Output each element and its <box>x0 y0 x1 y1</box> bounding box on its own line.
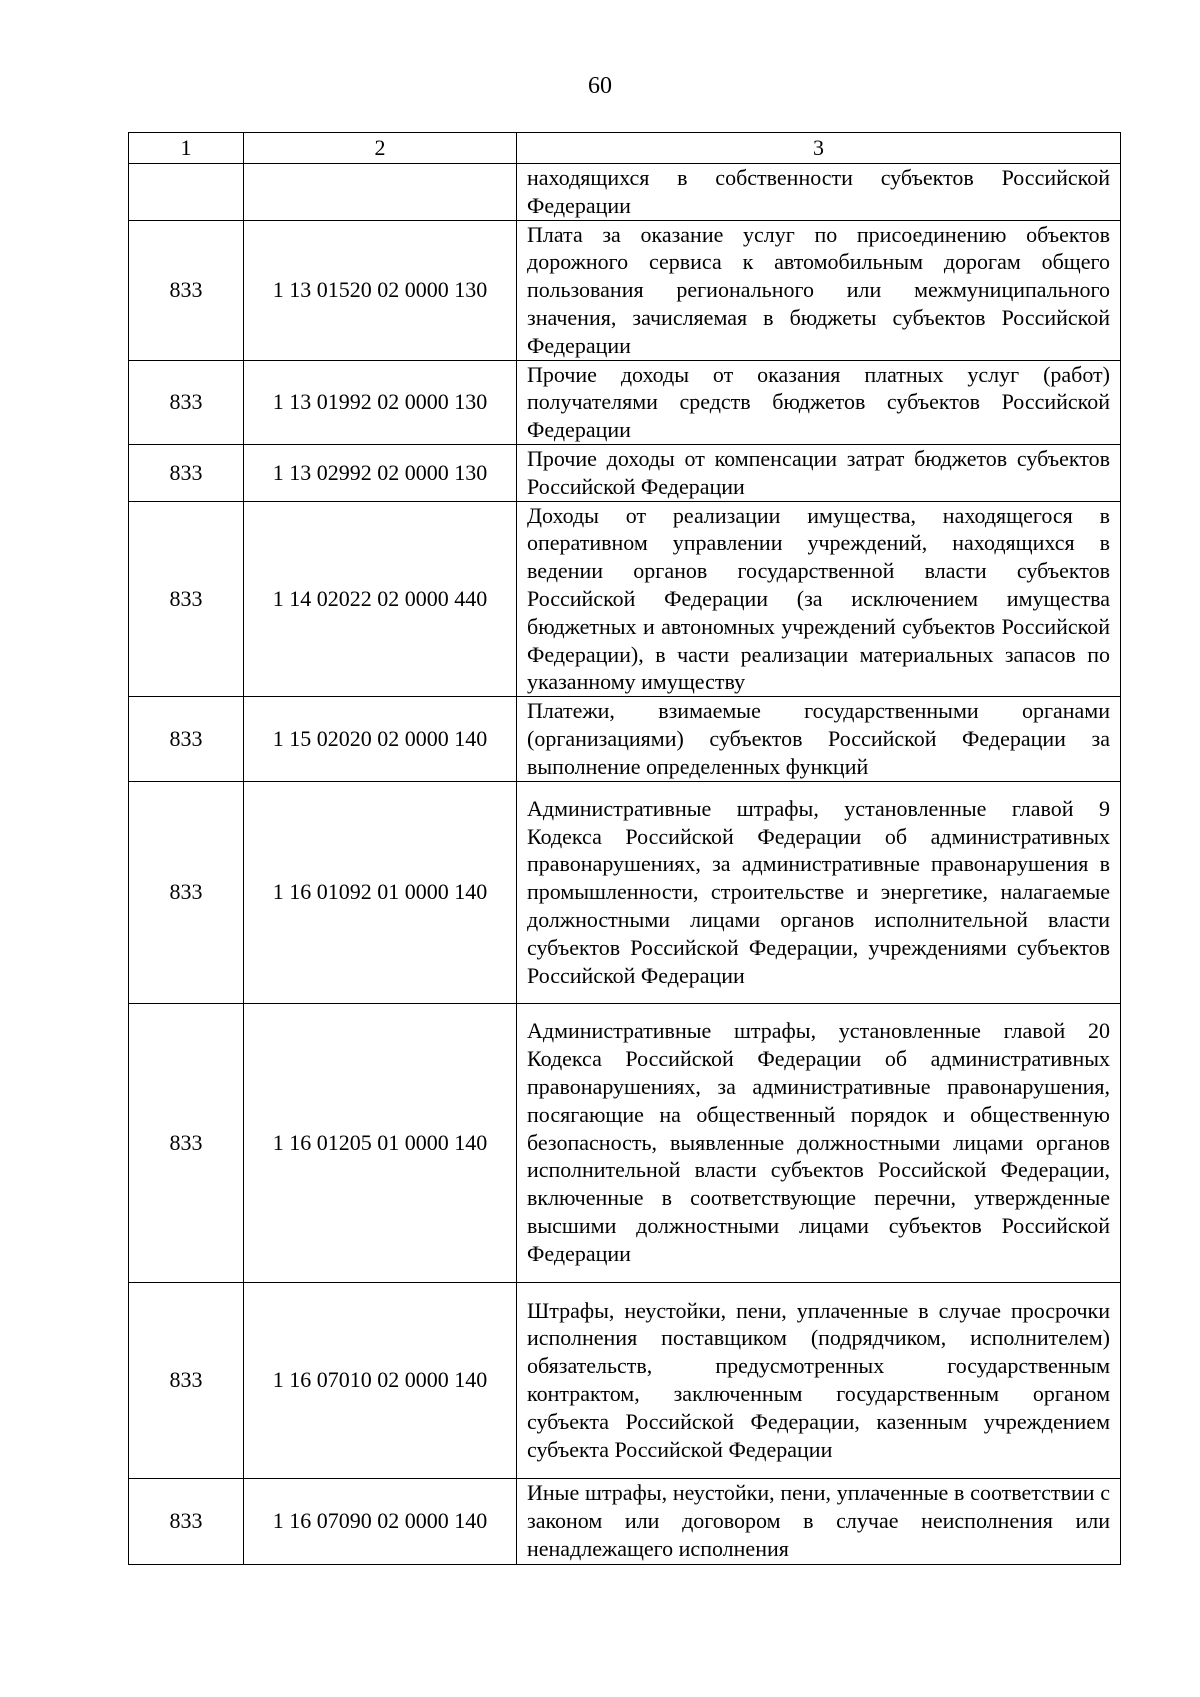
table-row <box>129 220 1121 360</box>
table-header-row <box>129 133 1121 164</box>
kbk-code-cell: 1 14 02022 02 0000 440 <box>244 501 517 697</box>
description-text: Штрафы, неустойки, пени, уплаченные в случае просрочки исполнения поставщиком (подрядчиком, исполнителем) обязательств, предусмотренных государственным контрактом, заключенным государственным органом субъекта Российской Федерации, казенным учреждением субъекта Российской Федерации <box>527 1297 1110 1462</box>
table-row <box>129 501 1121 697</box>
revenue-codes-table <box>128 132 1121 1565</box>
table-row <box>129 1003 1121 1282</box>
description-text: Административные штрафы, установленные главой 20 Кодекса Российской Федерации об административных правонарушениях, за административные правонарушения, посягающие на общественный порядок и общественную безопасность, выявленные должностными лицами органов исполнительной власти субъектов Российской Федерации, включенные в соответствующие перечни, утвержденные высшими должностными лицами субъектов Российской Федерации <box>527 1018 1110 1266</box>
description-cell <box>517 1003 1121 1282</box>
kbk-code-cell: 1 16 01205 01 0000 140 <box>244 1003 517 1282</box>
table-row <box>129 781 1121 1003</box>
table-row <box>129 164 1121 221</box>
column-header-1: 1 <box>129 133 244 164</box>
admin-code-cell: 833 <box>129 781 244 1003</box>
page-number: 60 <box>588 73 612 99</box>
kbk-code-cell: 1 13 01992 02 0000 130 <box>244 360 517 444</box>
description-text: Платежи, взимаемые государственными органами (организациями) субъектов Российской Федерации за выполнение определенных функций <box>527 698 1110 779</box>
column-header-3: 3 <box>517 133 1121 164</box>
admin-code-cell: 833 <box>129 1478 244 1564</box>
table-row <box>129 1282 1121 1478</box>
kbk-code-cell <box>244 164 517 221</box>
description-cell <box>517 501 1121 697</box>
admin-code-cell: 833 <box>129 697 244 781</box>
description-text: Доходы от реализации имущества, находящегося в оперативном управлении учреждений, находящихся в ведении органов государственной власти субъектов Российской Федерации (за исключением имущества бюджетных и автономных учреждений субъектов Российской Федерации), в части реализации материальных запасов по указанному имуществу <box>527 502 1110 695</box>
column-header-2: 2 <box>244 133 517 164</box>
kbk-code-cell: 1 13 02992 02 0000 130 <box>244 444 517 501</box>
table-row <box>129 444 1121 501</box>
table-row <box>129 697 1121 781</box>
admin-code-cell: 833 <box>129 501 244 697</box>
description-text: Прочие доходы от компенсации затрат бюджетов субъектов Российской Федерации <box>527 445 1110 499</box>
description-cell <box>517 444 1121 501</box>
description-cell <box>517 697 1121 781</box>
description-cell <box>517 1478 1121 1564</box>
description-text: Иные штрафы, неустойки, пени, уплаченные в соответствии с законом или договором в случае неисполнения или ненадлежащего исполнения <box>527 1480 1110 1561</box>
table-row <box>129 1478 1121 1564</box>
kbk-code-cell: 1 13 01520 02 0000 130 <box>244 220 517 360</box>
description-cell <box>517 360 1121 444</box>
admin-code-cell: 833 <box>129 444 244 501</box>
kbk-code-cell: 1 15 02020 02 0000 140 <box>244 697 517 781</box>
description-cell <box>517 220 1121 360</box>
admin-code-cell: 833 <box>129 220 244 360</box>
admin-code-cell: 833 <box>129 1003 244 1282</box>
kbk-code-cell: 1 16 07010 02 0000 140 <box>244 1282 517 1478</box>
kbk-code-cell: 1 16 01092 01 0000 140 <box>244 781 517 1003</box>
kbk-code-cell: 1 16 07090 02 0000 140 <box>244 1478 517 1564</box>
admin-code-cell: 833 <box>129 1282 244 1478</box>
description-text: Плата за оказание услуг по присоединению объектов дорожного сервиса к автомобильным дорогам общего пользования регионального или межмуниципального значения, зачисляемая в бюджеты субъектов Российской Федерации <box>527 221 1110 358</box>
admin-code-cell: 833 <box>129 360 244 444</box>
description-text: Прочие доходы от оказания платных услуг (работ) получателями средств бюджетов субъектов Российской Федерации <box>527 361 1110 443</box>
admin-code-cell <box>129 164 244 221</box>
description-cell <box>517 164 1121 221</box>
description-text: Административные штрафы, установленные главой 9 Кодекса Российской Федерации об административных правонарушениях, за административные правонарушения в промышленности, строительстве и энергетике, налагаемые должностными лицами органов исполнительной власти субъектов Российской Федерации, учреждениями субъектов Российской Федерации <box>527 795 1110 988</box>
description-cell <box>517 1282 1121 1478</box>
description-text: находящихся в собственности субъектов Российской Федерации <box>527 165 1110 218</box>
description-cell <box>517 781 1121 1003</box>
table-row <box>129 360 1121 444</box>
